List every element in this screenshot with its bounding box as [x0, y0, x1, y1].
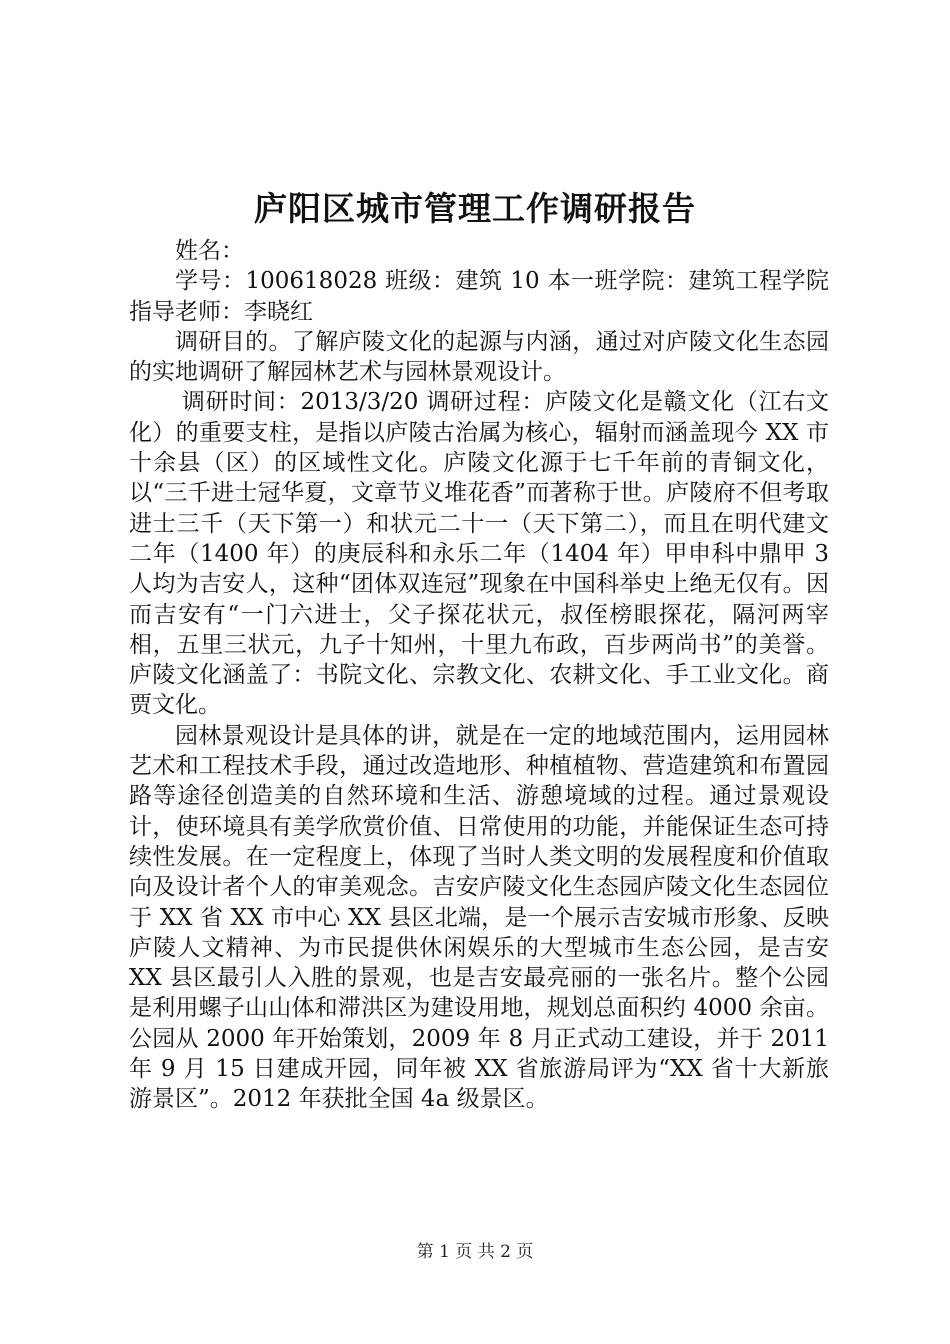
document-title: 庐阳区城市管理工作调研报告: [254, 189, 696, 228]
paragraph-process: 调研时间：2013/3/20 调研过程：庐陵文化是赣文化（江右文化）的重要支柱，是指以庐陵古治属为核心，辐射而涵盖现今 XX 市十余县（区）的区域性文化。庐陵文化源于七千年前的青铜文化，以“三千进士冠华夏，文章节义堆花香”而著称于世。庐陵府不但考取进士三千（天下第一）和状元二十一（天下第二），而且在明代建文二年（1400 年）的庚辰科和永乐二年（1404 年）甲申科中鼎甲 3 人均为吉安人，这种“团体双连冠”现象在中国科举史上绝无仅有。因而吉安有“一门六进士，父子探花状元，叔侄榜眼探花，隔河两宰相，五里三状元，九子十知州，十里九布政，百步两尚书”的美誉。庐陵文化涵盖了：书院文化、宗教文化、农耕文化、手工业文化。商贾文化。: [129, 389, 829, 719]
paragraph-name: 姓名：: [175, 238, 244, 264]
paragraph-purpose: 调研目的。了解庐陵文化的起源与内涵，通过对庐陵文化生态园的实地调研了解园林艺术与园林景观设计。: [129, 328, 829, 386]
paragraph-landscape-design: 园林景观设计是具体的讲，就是在一定的地域范围内，运用园林艺术和工程技术手段，通过改造地形、种植植物、营造建筑和布置园路等途径创造美的自然环境和生活、游憩境域的过程。通过景观设计，使环境具有美学欣赏价值、日常使用的功能，并能保证生态可持续性发展。在一定程度上，体现了当时人类文明的发展程度和价值取向及设计者个人的审美观念。吉安庐陵文化生态园庐陵文化生态园位于 XX 省 XX 市中心 XX 县区北端，是一个展示吉安城市形象、反映庐陵人文精神、为市民提供休闲娱乐的大型城市生态公园，是吉安 XX 县区最引人入胜的景观，也是吉安最亮丽的一张名片。整个公园是利用螺子山山体和滞洪区为建设用地，规划总面积约 4000 余亩。公园从 2000 年开始策划，2009 年 8 月正式动工建设，并于 2011 年 9 月 15 日建成开园，同年被 XX 省旅游局评为“XX 省十大新旅游景区”。2012 年获批全国 4a 级景区。: [129, 722, 829, 1113]
paragraph-student-info: 学号：100618028 班级：建筑 10 本一班学院：建筑工程学院指导老师：李晓红: [129, 268, 829, 325]
page-footer: 第 1 页 共 2 页: [416, 1242, 534, 1262]
document-body: [129, 236, 829, 1115]
